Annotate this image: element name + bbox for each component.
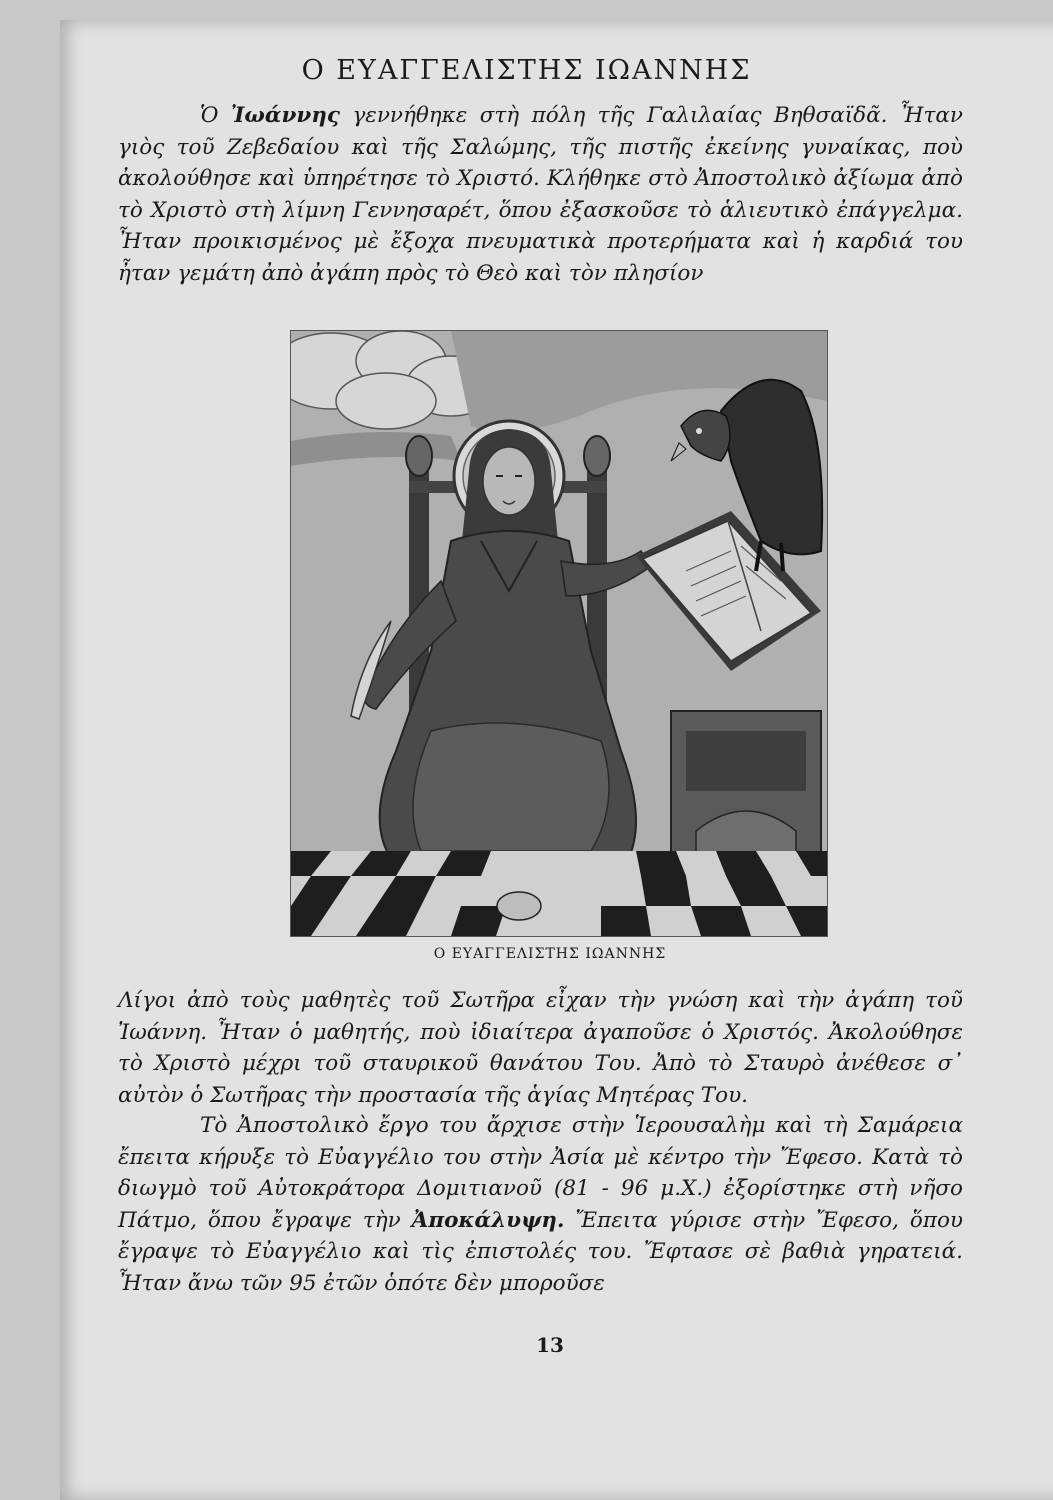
- paragraph-intro-name: Ἰωάννης: [230, 103, 341, 128]
- paragraph-apostolic-bold: Ἀποκάλυψη.: [411, 1207, 565, 1233]
- paragraph-intro-start: Ὁ: [200, 103, 231, 128]
- paragraph-intro-rest: γεννήθηκε στὴ πόλη τῆς Γαλιλαίας Βηθσαϊδᾶ. Ἦταν γιὸς τοῦ Ζεβεδαίου καὶ τῆς Σαλώμης, τῆς πιστῆς ἐκείνης γυναίκας, ποὺ ἀκολούθησε καὶ ὑπηρέτησε τὸ Χριστό. Κλήθηκε στὸ Ἀποστολικὸ ἀξίωμα ἀπὸ τὸ Χριστὸ στὴ λίμνη Γεννησαρέτ, ὅπου ἐξασκοῦσε τὸ ἁλιευτικὸ ἐπάγγελμα. Ἦταν προικισμένος μὲ ἔξοχα πνευματικὰ προτερήματα καὶ ἡ καρδιά του ἦταν γεμάτη ἀπὸ ἀγάπη πρὸς τὸ Θεὸ καὶ τὸν πλησίον: [118, 103, 963, 286]
- checkered-floor: [291, 851, 827, 936]
- paragraph-apostolic-work: [118, 1110, 963, 1299]
- paragraph-apostolic-before: Τὸ Ἀποστολικὸ ἔργο του ἄρχισε στὴν Ἱερουσαλὴμ καὶ τὴ Σαμάρεια ἔπειτα κήρυξε τὸ Εὐαγγέλιο του στὴν Ἀσία μὲ κέντρο τὴν Ἔφεσο. Κατὰ τὸ διωγμὸ τοῦ Αὐτοκράτορα Δομιτιανοῦ (81 - 96 μ.Χ.) ἐξορίστηκε στὴ νῆσο Πάτμο, ὅπου ἔγραψε τὴν: [118, 1113, 963, 1233]
- paragraph-apostolic-after: Ἔπειτα γύρισε στὴν Ἔφεσο, ὅπου ἔγραψε τὸ Εὐαγγέλιο καὶ τὶς ἐπιστολές του. Ἔφτασε σὲ βαθιὰ γηρατειά. Ἦταν ἄνω τῶν 95 ἐτῶν ὁπότε δὲν μποροῦσε: [118, 1207, 963, 1296]
- page-number: 13: [536, 1333, 564, 1357]
- paragraph-disciple: Λίγοι ἀπὸ τοὺς μαθητὲς τοῦ Σωτῆρα εἶχαν τὴν γνώση καὶ τὴν ἀγάπη τοῦ Ἰωάννη. Ἦταν ὁ μαθητής, ποὺ ἰδιαίτερα ἀγαποῦσε ὁ Χριστός. Ἀκολούθησε τὸ Χριστὸ μέχρι τοῦ σταυρικοῦ θανάτου Του. Ἀπὸ τὸ Σταυρὸ ἀνέθεσε σ᾽ αὐτὸν ὁ Σωτῆρας τὴν προστασία τῆς ἁγίας Μητέρας Του.: [118, 988, 963, 1108]
- evangelist-illustration: [290, 330, 828, 937]
- page-title: Ο ΕΥΑΓΓΕΛΙΣΤΗΣ ΙΩΑΝΝΗΣ: [301, 55, 752, 86]
- paragraph-intro: [118, 100, 963, 289]
- face: [483, 447, 535, 515]
- illustration-caption: Ο ΕΥΑΓΓΕΛΙΣΤΗΣ ΙΩΑΝΝΗΣ: [433, 946, 667, 962]
